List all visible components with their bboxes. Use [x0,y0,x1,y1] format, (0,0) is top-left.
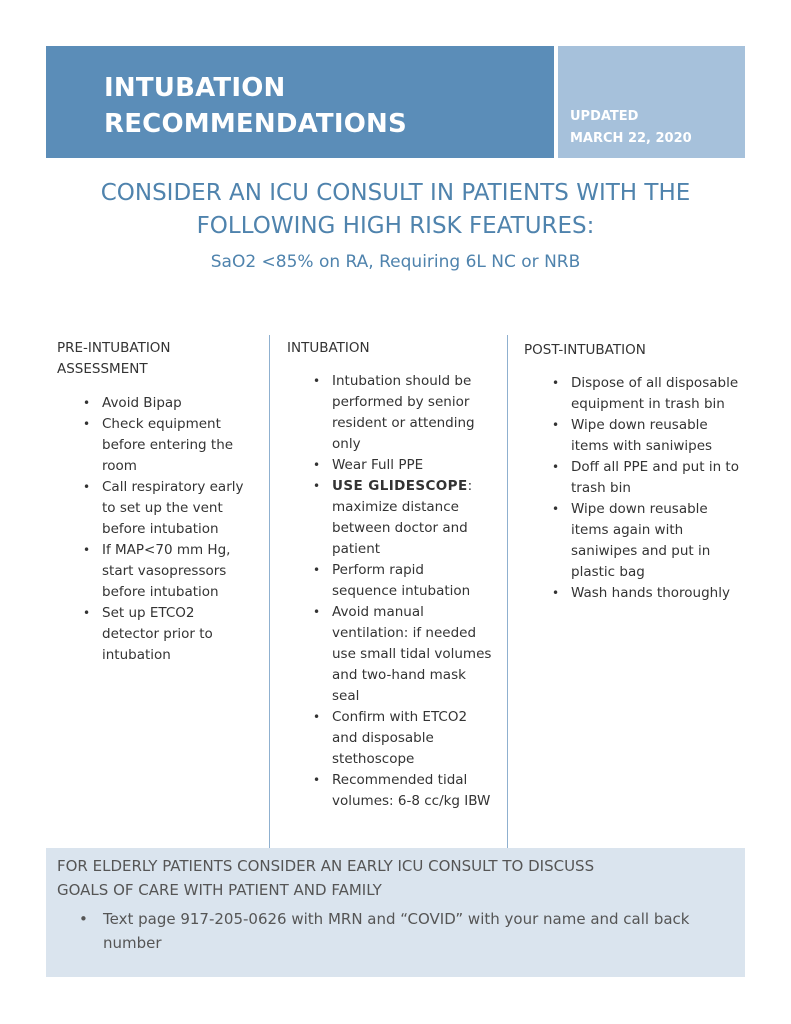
list-item: • Doff all PPE and put in to trash bin [546,457,739,499]
list-item: • Dispose of all disposable equipment in trash bin [546,373,739,415]
updated-date: UPDATED MARCH 22, 2020 [570,109,692,146]
list-item: • Wipe down reusable items with saniwipes [546,415,739,457]
column-heading: PRE-INTUBATION ASSESSMENT [57,340,171,377]
callout-title: FOR ELDERLY PATIENTS CONSIDER AN EARLY ICU CONSULT TO DISCUSS GOALS OF CARE WITH PATIENT AND FAMILY [57,857,595,899]
column-divider [507,335,508,848]
icu-consult-headline: CONSIDER AN ICU CONSULT IN PATIENTS WITH THE FOLLOWING HIGH RISK FEATURES: [100,180,691,239]
list-item: • Call respiratory early to set up the vent before intubation [77,477,252,540]
column-divider [269,335,270,848]
list-item: • Avoid manual ventilation: if needed use small tidal volumes and two-hand mask seal [307,602,492,707]
pre-intubation-list [77,393,252,666]
column-heading: POST-INTUBATION [524,342,646,358]
glidescope-colon: : [467,478,473,494]
list-item: • Confirm with ETCO2 and disposable stethoscope [307,707,492,770]
post-intubation-list [546,373,739,604]
list-item: • If MAP<70 mm Hg, start vasopressors before intubation [77,540,252,603]
updated-banner [558,46,745,158]
elderly-patients-callout [46,848,745,977]
list-item: • Set up ETCO2 detector prior to intubation [77,603,252,666]
high-risk-criteria: SaO2 <85% on RA, Requiring 6L NC or NRB [210,252,581,272]
title-banner [46,46,554,158]
list-item: • Check equipment before entering the room [77,414,252,477]
list-item: • Recommended tidal volumes: 6-8 cc/kg IBW [307,770,492,812]
callout-list [75,907,715,955]
list-item: • Intubation should be performed by senior resident or attending only [307,371,492,455]
list-item: • Wipe down reusable items again with saniwipes and put in plastic bag [546,499,739,583]
page-title: INTUBATION RECOMMENDATIONS [104,73,407,139]
list-item: • Avoid Bipap [77,393,252,414]
intubation-list [307,371,492,812]
pre-intubation-column [57,338,252,666]
list-item: • Wear Full PPE [307,455,492,476]
list-item: • Perform rapid sequence intubation [307,560,492,602]
glidescope-emphasis: USE GLIDESCOPE [332,478,468,494]
column-heading: INTUBATION [287,340,370,356]
intubation-column [287,338,492,812]
glidescope-detail: maximize distance between doctor and patient [332,499,468,557]
list-item: • Wash hands thoroughly [546,583,739,604]
list-item [307,476,492,560]
list-item: • Text page 917-205-0626 with MRN and “COVID” with your name and call back number [75,907,715,955]
post-intubation-column [524,340,739,604]
